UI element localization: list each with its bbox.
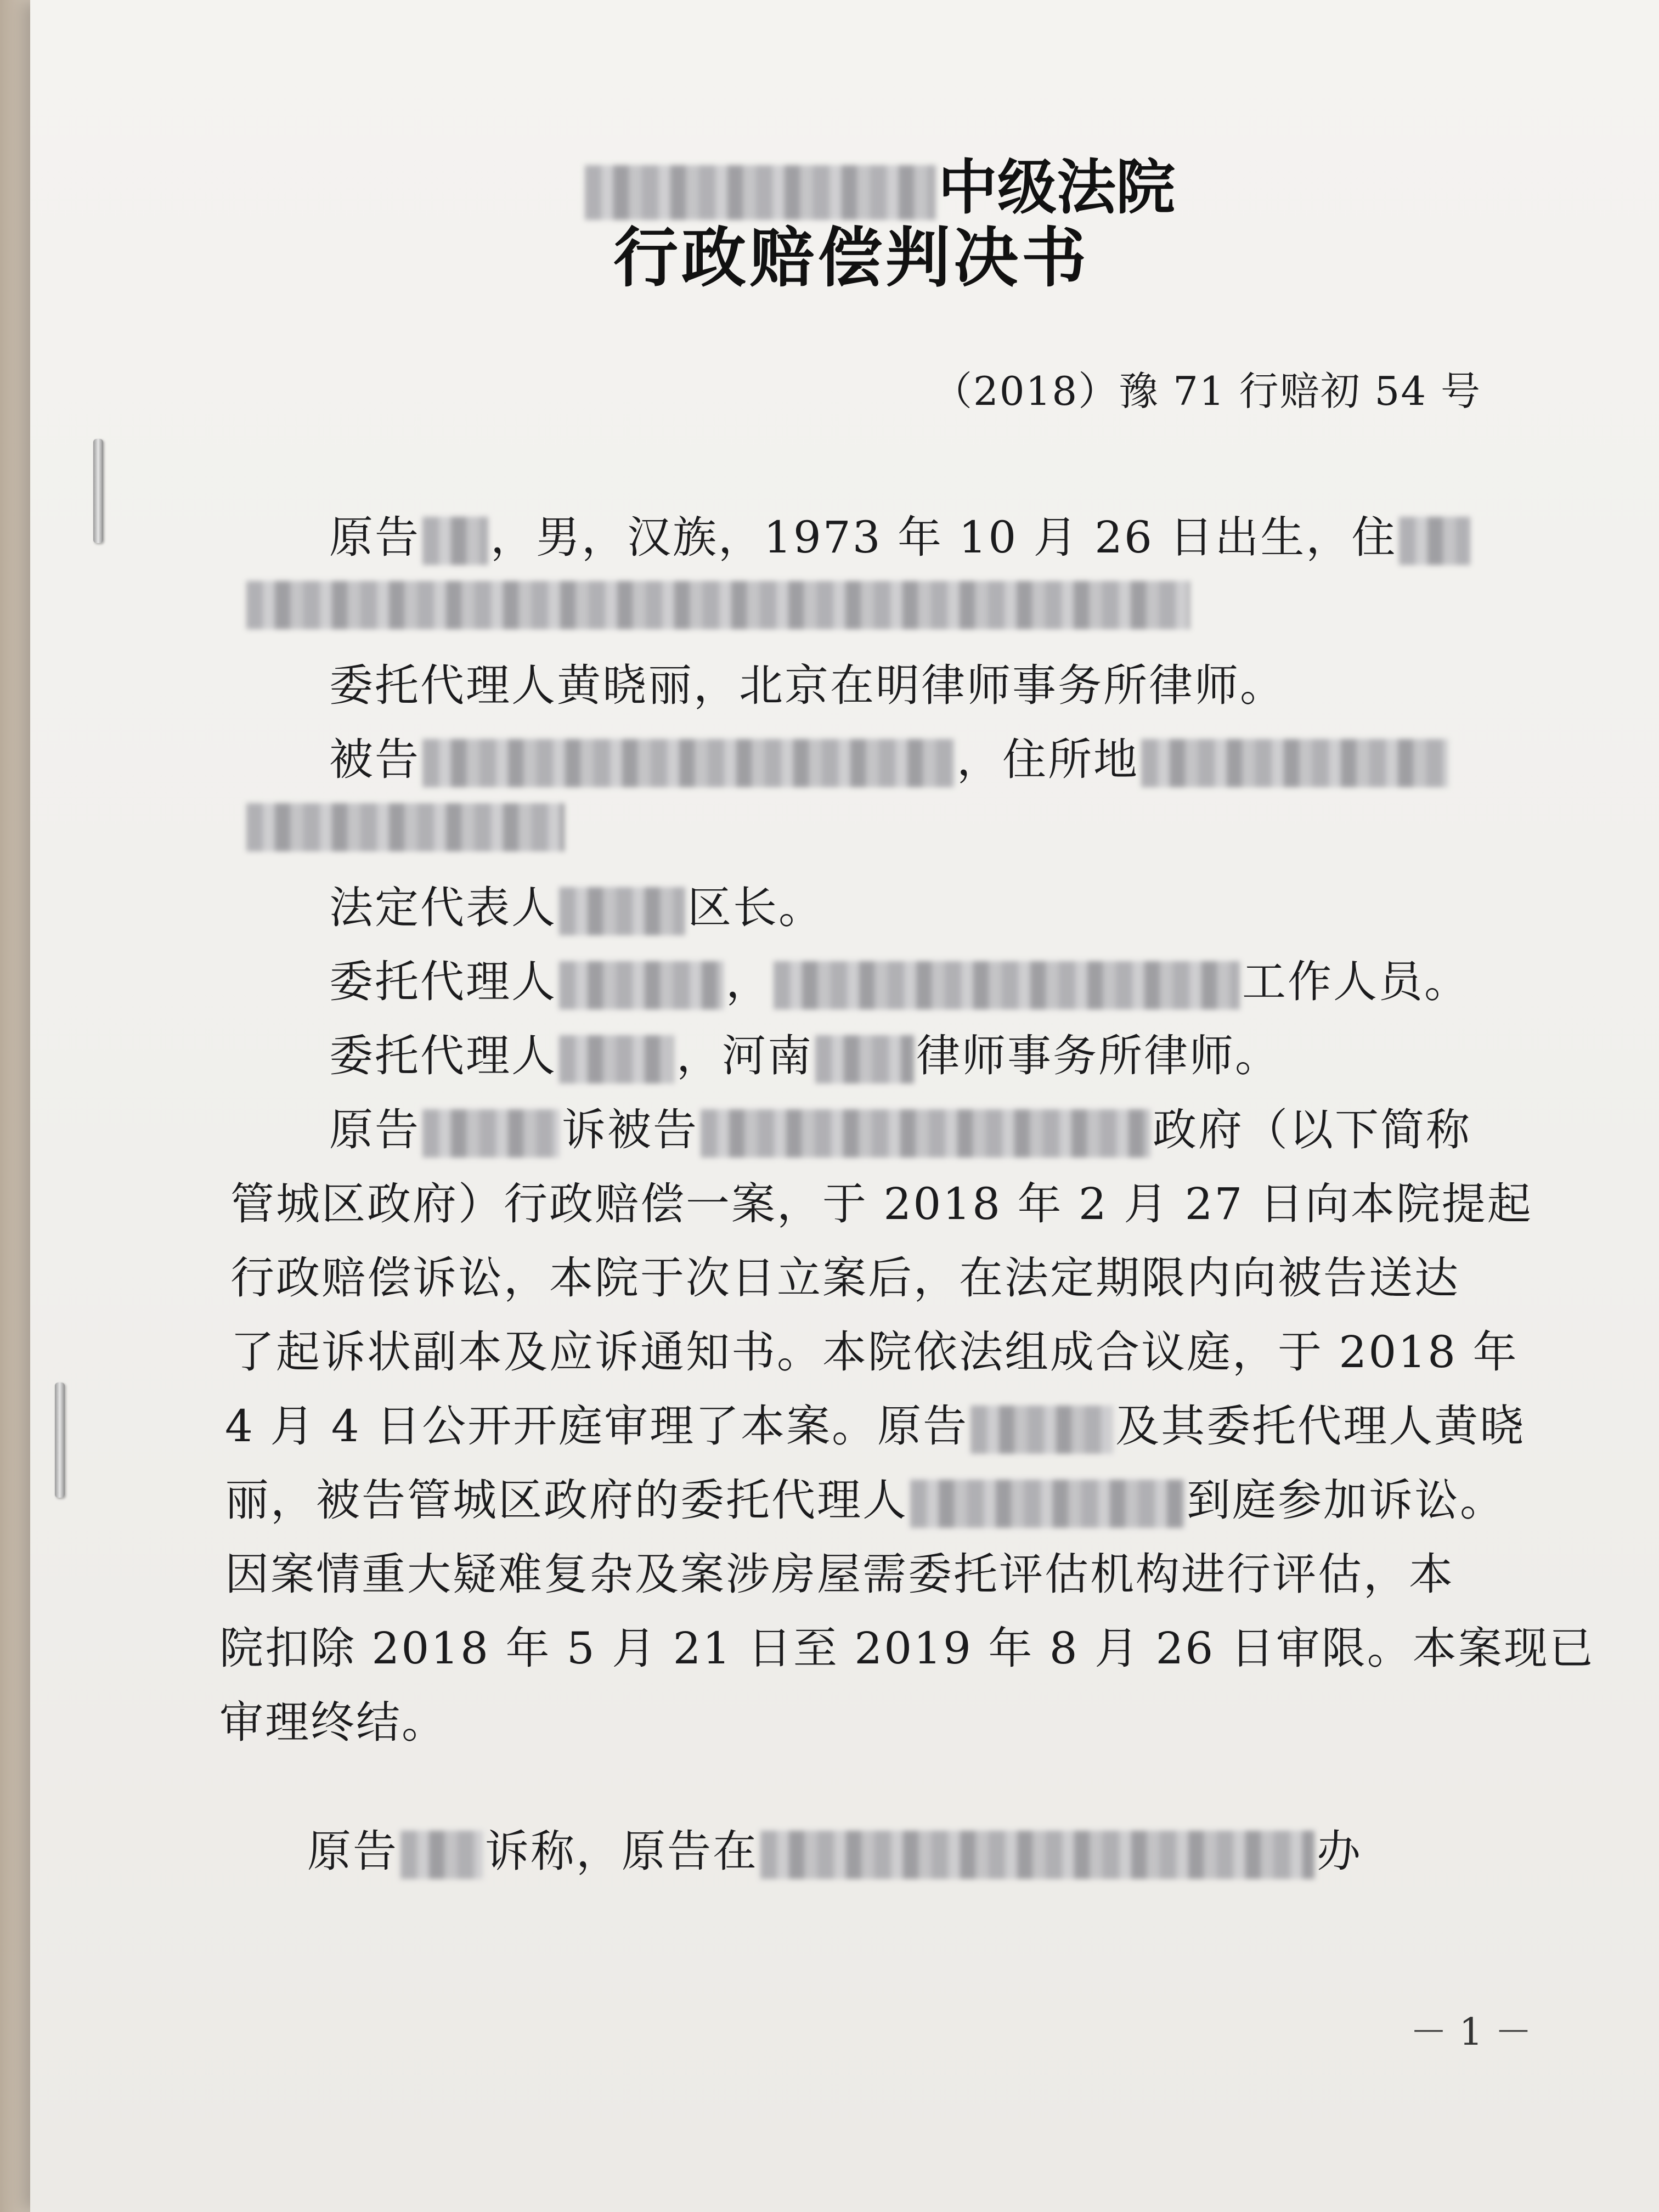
- body-text-segment: 4 月 4 日公开开庭审理了本案。原告: [225, 1401, 969, 1452]
- body-text-segment: 审理终结。: [219, 1697, 447, 1748]
- redacted-block: [910, 1480, 1184, 1528]
- body-line: [219, 1613, 1595, 1676]
- page-number: － 1 －: [1410, 2011, 1532, 2054]
- document-title: 行政赔偿判决书: [613, 219, 1090, 296]
- redacted-block: [246, 581, 1190, 629]
- body-text-segment: 原告: [307, 1826, 398, 1877]
- body-text-segment: 行政赔偿诉讼，本院于次日立案后，在法定期限内向被告送达: [230, 1252, 1460, 1304]
- body-text-segment: 原告: [329, 1104, 420, 1155]
- redacted-block: [760, 1831, 1314, 1879]
- body-text-segment: 法定代表人: [329, 882, 557, 933]
- body-text-segment: 院扣除 2018 年 5 月 21 日至 2019 年 8 月 26 日审限。本案现已: [219, 1623, 1595, 1674]
- body-text-segment: 诉称，原告在: [485, 1826, 758, 1877]
- body-text-segment: 因案情重大疑难复杂及案涉房屋需委托评估机构进行评估，本: [225, 1549, 1454, 1600]
- body-line: [225, 1539, 1454, 1602]
- body-line: [225, 1465, 1505, 1528]
- case-number: （2018）豫 71 行赔初 54 号: [933, 368, 1482, 414]
- body-text-segment: 区长。: [687, 882, 824, 933]
- body-text-segment: 委托代理人: [329, 1030, 557, 1081]
- body-line: [230, 1243, 1460, 1306]
- body-line: [230, 1169, 1533, 1232]
- body-line: [329, 1020, 1280, 1084]
- body-line: [329, 1094, 1471, 1158]
- body-text-segment: 被告: [329, 734, 420, 785]
- body-line: [307, 1816, 1362, 1879]
- redacted-block: [1141, 739, 1448, 787]
- body-text-segment: 管城区政府）行政赔偿一案，于 2018 年 2 月 27 日向本院提起: [230, 1178, 1533, 1229]
- body-text-segment: 委托代理人: [329, 956, 557, 1007]
- staple-top: [93, 439, 103, 543]
- body-text-segment: 到庭参加诉讼。: [1187, 1475, 1505, 1526]
- body-text-segment: 办: [1317, 1826, 1362, 1877]
- redacted-block: [400, 1831, 483, 1879]
- body-line: [329, 724, 1451, 787]
- body-text-segment: 及其委托代理人黄晓: [1115, 1401, 1526, 1452]
- redacted-block: [1399, 517, 1470, 565]
- body-line: [329, 502, 1472, 565]
- body-line: [244, 576, 1192, 629]
- court-name: 中级法院: [938, 153, 1175, 222]
- redacted-block: [701, 1109, 1150, 1158]
- redacted-block: [559, 887, 685, 935]
- body-text-segment: ，河南: [676, 1030, 813, 1081]
- body-line: [219, 1687, 447, 1750]
- body-text-segment: ，男，汉族，1973 年 10 月 26 日出生，住: [490, 512, 1397, 563]
- body-text-segment: ，住所地: [957, 734, 1139, 785]
- redacted-block: [559, 1035, 674, 1084]
- redacted-block: [970, 1406, 1113, 1454]
- body-text-segment: 政府（以下简称: [1153, 1104, 1471, 1155]
- redacted-block: [774, 961, 1240, 1009]
- redacted-block: [422, 739, 955, 787]
- body-text-segment: 诉被告: [562, 1104, 698, 1155]
- body-text-segment: 了起诉状副本及应诉通知书。本院依法组成合议庭，于 2018 年: [230, 1327, 1519, 1378]
- body-text-segment: 丽，被告管城区政府的委托代理人: [225, 1475, 908, 1526]
- redacted-block: [422, 1109, 560, 1158]
- body-line: [244, 798, 567, 851]
- redacted-block: [559, 961, 724, 1009]
- redacted-block: [815, 1035, 914, 1084]
- staple-bottom: [55, 1383, 65, 1498]
- body-line: [230, 1317, 1518, 1380]
- redacted-block: [246, 803, 565, 851]
- body-line: [329, 946, 1470, 1009]
- body-line: [225, 1391, 1525, 1454]
- body-line: [329, 650, 1285, 713]
- body-text-segment: 工作人员。: [1242, 956, 1470, 1007]
- body-line: [329, 872, 824, 935]
- body-text-segment: ，: [726, 956, 771, 1007]
- body-text-segment: 委托代理人黄晓丽，北京在明律师事务所律师。: [329, 660, 1285, 711]
- redacted-block: [422, 517, 488, 565]
- body-text-segment: 律师事务所律师。: [916, 1030, 1280, 1081]
- body-text-segment: 原告: [329, 512, 420, 563]
